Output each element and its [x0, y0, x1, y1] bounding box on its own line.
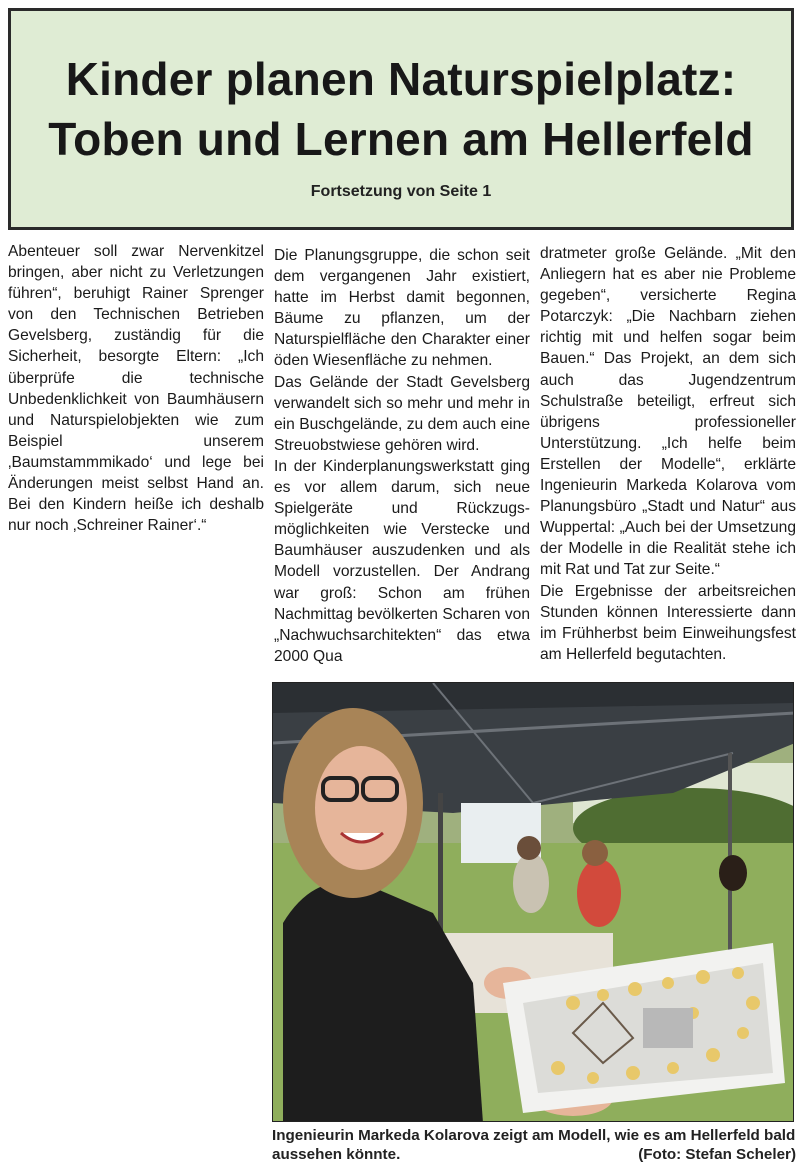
- article-column-1: [8, 241, 264, 536]
- photo-caption: [272, 1126, 796, 1164]
- headline-line-2: Toben und Lernen am Hellerfeld: [48, 113, 754, 165]
- column-3-paragraph-1: dratmeter große Gelände. „Mit den Anliegern hat es aber nie Probleme gegeben“, versicherte Regina Potarczyk: „Die Nachbarn ziehen richtig mit und helfen sogar beim Bauen.“ Das Projekt, an dem sich auch das Jugendzentrum Schulstraße beteiligt, erfreut sich übrigens professioneller Unterstützung. „Ich helfe beim Erstellen der Modelle“, erklärte Ingenieurin Markeda Kolarova vom Planungsbüro „Stadt und Natur“ aus Wuppertal: „Auch bei der Umsetzung der Modelle in die Realität stehe ich mit Rat und Tat zur Seite.“: [540, 245, 796, 579]
- headline-box: [8, 8, 794, 230]
- column-3-paragraph-2: Die Ergebnisse der arbeitsreichen Stunden können Interessierte dann im Frühherbst beim Einweihungsfest am Hellerfeld begutachten.: [540, 582, 796, 663]
- photo-credit: (Foto: Stefan Scheler): [638, 1146, 796, 1163]
- article-photo: [272, 682, 794, 1122]
- caption-text: Ingenieurin Markeda Kolarova zeigt am Modell, wie es am Hellerfeld bald aussehen könnte.: [272, 1127, 796, 1163]
- article-column-2: [274, 245, 530, 667]
- column-2-paragraph-2: Das Gelände der Stadt Gevelsberg verwandelt sich so mehr und mehr in ein Buschgelände, zu dem auch eine Streuobstwiese gehören wird.: [274, 373, 530, 454]
- article-column-3: [540, 243, 796, 665]
- column-1-text: Abenteuer soll zwar Nervenkitzel bringen, aber nicht zu Verletzungen führen“, beruhigt Rainer Sprenger von den Technischen Betrieben Gevelsberg, zuständig für die Sicherheit, besorgte Eltern: „Ich überprüfe die technische Unbedenklichkeit von Baumhäusern und Naturspielobjekten wie zum Beispiel unserem ‚Baumstammmikado‘ und lege bei Änderungen meist selbst Hand an. Bei den Kindern heiße ich deshalb nur noch ‚Schreiner Rainer‘.“: [8, 243, 264, 535]
- column-2-paragraph-3: In der Kinderplanungswerkstatt ging es vor allem darum, sich neue Spielgeräte und Rückzugsmöglichkeiten wie Verstecke und Baumhäuser auszudenken und als Modell vorzustellen. Der Andrang war groß: Schon am frühen Nachmittag bevölkerten Scharen von „Nachwuchsarchitekten“ das etwa 2000 Qua: [274, 457, 530, 665]
- headline: [11, 49, 791, 169]
- continuation-note: Fortsetzung von Seite 1: [310, 183, 492, 200]
- photo-illustration: [273, 683, 794, 1122]
- column-2-paragraph-1: Die Planungsgruppe, die schon seit dem vergangenen Jahr existiert, hatte im Herbst damit begonnen, Bäume zu pflanzen, um der Naturspielfläche den Charakter einer öden Wiesenfläche zu nehmen.: [274, 247, 530, 370]
- headline-line-1: Kinder planen Naturspielplatz:: [65, 53, 737, 105]
